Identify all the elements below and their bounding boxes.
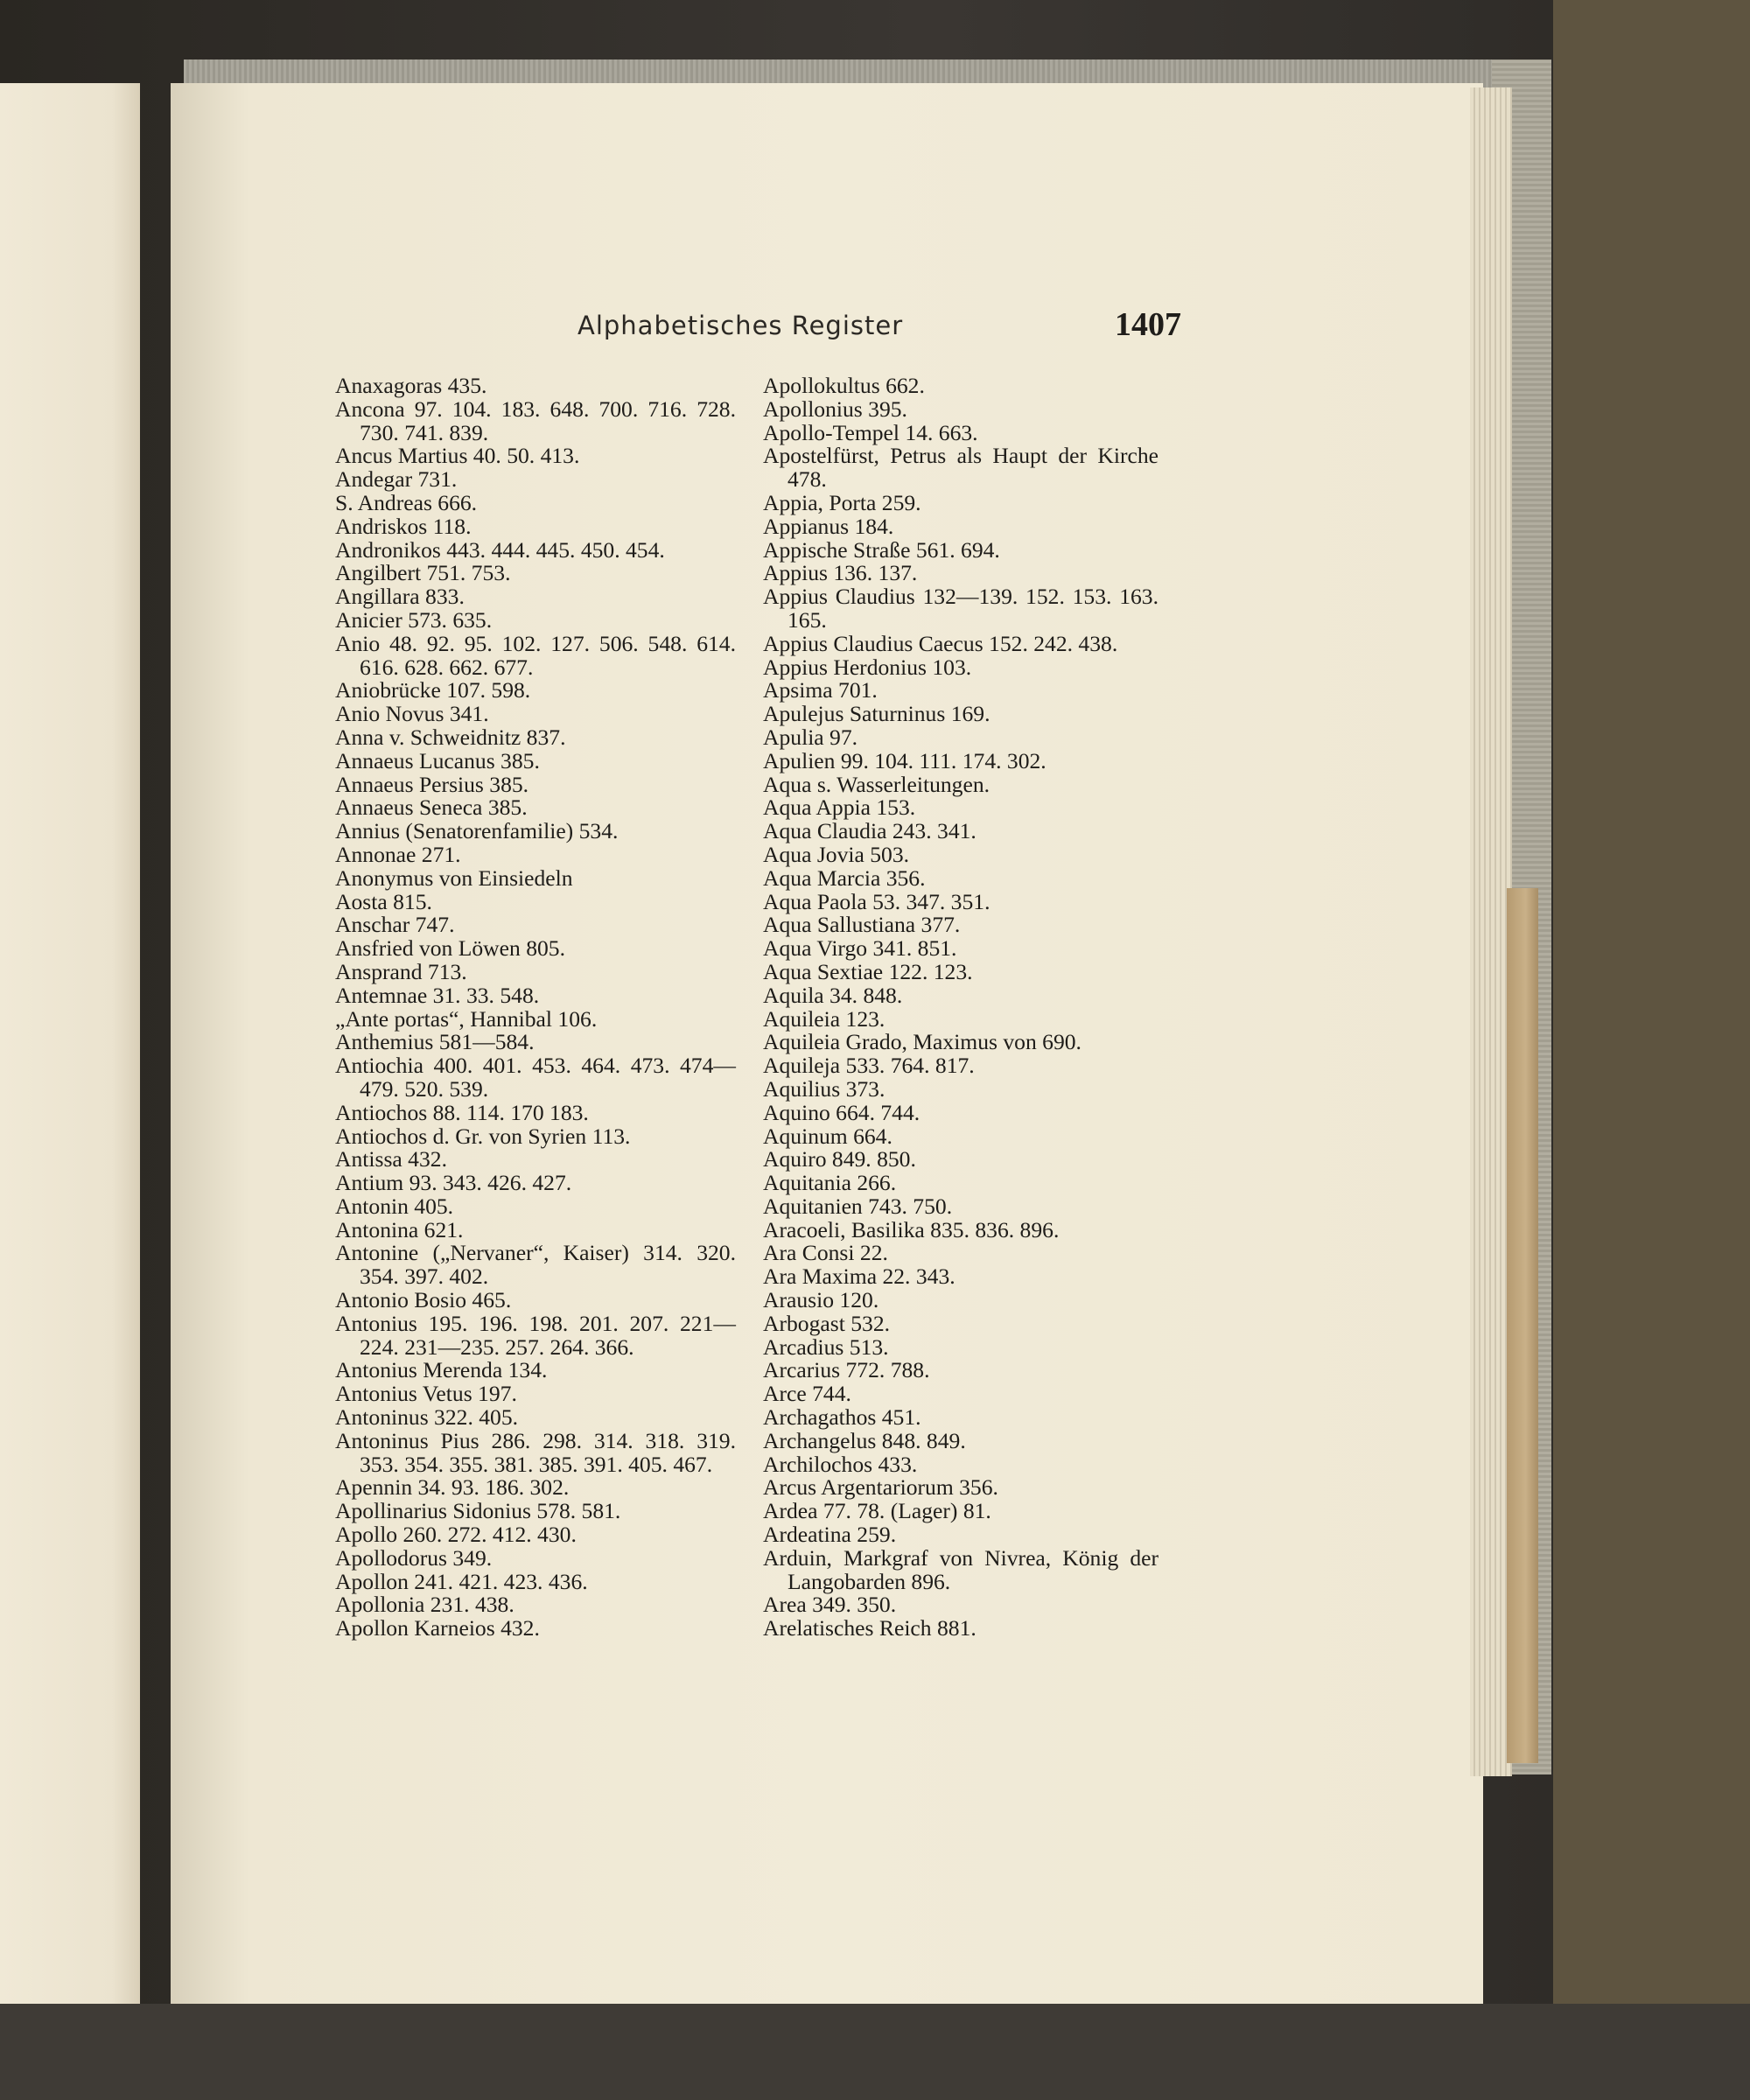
index-entry: Apollo-Tempel 14. 663. [763,419,978,445]
index-entry: Appius 136. 137. [763,560,918,586]
index-entry: Aquileja 533. 764. 817. [763,1053,975,1079]
index-entry: Arce 744. [763,1381,851,1407]
index-entry: Antonius 195. 196. 198. 201. 207. 221—224. 231—235. 257. 264. 366. [335,1310,736,1360]
index-entry: Aqua Marcia 356. [763,864,926,891]
index-entry: Arausio 120. [763,1287,879,1313]
index-entry: Annaeus Persius 385. [335,771,529,797]
index-entry: Apollodorus 349. [335,1544,493,1571]
index-column-right [763,374,1158,1641]
index-entry: Angilbert 751. 753. [335,560,511,586]
index-entry: Arcus Argentariorum 356. [763,1474,998,1501]
index-entry: Andriskos 118. [335,513,472,539]
index-entry: Aquileia Grado, Maximus von 690. [763,1029,1082,1055]
index-entry: Aquileia 123. [763,1005,886,1032]
index-entry: Apulejus Saturninus 169. [763,701,990,727]
index-entry: Appische Straße 561. 694. [763,536,1000,563]
index-entry: Apulien 99. 104. 111. 174. 302. [763,747,1046,774]
index-entry: Annaeus Lucanus 385. [335,747,540,774]
index-entry: Annaeus Seneca 385. [335,794,528,821]
index-entry: Anna v. Schweidnitz 837. [335,724,566,750]
index-entry: Apollon Karneios 432. [335,1615,540,1642]
page-header [578,306,1181,354]
index-entry: Ardeatina 259. [763,1522,897,1548]
book-cover-bottom [0,2004,1750,2100]
index-entry: Arcadius 513. [763,1334,889,1360]
index-entry: Antoninus Pius 286. 298. 314. 318. 319. 353. 354. 355. 381. 385. 391. 405. 467. [335,1427,736,1477]
index-entry: Arduin, Markgraf von Nivrea, König der Langobarden 896. [763,1544,1158,1594]
index-column-left [335,374,736,1641]
index-entry: Aqua Virgo 341. 851. [763,935,957,962]
index-entry: Antonin 405. [335,1193,454,1219]
index-entry: Ansfried von Löwen 805. [335,935,565,962]
index-entry: Appius Claudius 132—139. 152. 153. 163. 165. [763,584,1158,633]
index-entry: Apulia 97. [763,724,858,750]
index-entry: Antonina 621. [335,1216,464,1242]
index-entry: Ara Consi 22. [763,1240,888,1266]
index-entry: Appius Claudius Caecus 152. 242. 438. [763,630,1118,656]
index-entry: Antonine („Nervaner“, Kaiser) 314. 320. 354. 397. 402. [335,1240,736,1290]
index-entry: Anschar 747. [335,912,455,938]
index-entry: Antium 93. 343. 426. 427. [335,1170,572,1196]
index-entry: Anthemius 581—584. [335,1029,535,1055]
index-entry: Andegar 731. [335,466,458,493]
index-entry: Ancona 97. 104. 183. 648. 700. 716. 728. 730. 741. 839. [335,396,736,445]
index-entry: Aquilius 373. [763,1075,886,1102]
index-entry: Antiochos d. Gr. von Syrien 113. [335,1123,631,1149]
index-entry: Arbogast 532. [763,1310,891,1336]
index-entry: Angillara 833. [335,584,465,610]
index-entry: Aqua Claudia 243. 341. [763,818,976,844]
index-entry: Ara Maxima 22. 343. [763,1264,956,1290]
index-entry: Aquitanien 743. 750. [763,1193,953,1219]
index-entry: Antoninus 322. 405. [335,1404,519,1431]
index-entry: Aquino 664. 744. [763,1099,920,1125]
index-entry: Antiochos 88. 114. 170 183. [335,1099,589,1125]
running-title: Alphabetisches Register [578,311,904,340]
index-entry: Antonius Merenda 134. [335,1357,548,1383]
index-entry: Aqua Jovia 503. [763,841,910,867]
background-surface [1553,0,1750,2100]
index-entry: Apennin 34. 93. 186. 302. [335,1474,570,1501]
index-entry: Arcarius 772. 788. [763,1357,930,1383]
index-entry: Area 349. 350. [763,1592,897,1618]
index-entry: Aqua Appia 153. [763,794,916,821]
index-entry: Apollokultus 662. [763,373,925,398]
index-entry: Apollinarius Sidonius 578. 581. [335,1498,621,1524]
index-entry: Aniobrücke 107. 598. [335,677,531,704]
index-entry: Aosta 815. [335,888,432,914]
index-entry: Aquiro 849. 850. [763,1146,916,1172]
index-entry: Antonio Bosio 465. [335,1287,512,1313]
index-entry: Appius Herdonius 103. [763,654,972,680]
index-entry: Antiochia 400. 401. 453. 464. 473. 474—479. 520. 539. [335,1053,736,1102]
page-number: 1407 [1115,306,1181,343]
index-entry: Aqua s. Wasserleitungen. [763,771,990,797]
index-entry: Anio 48. 92. 95. 102. 127. 506. 548. 614. 616. 628. 662. 677. [335,630,736,680]
index-entry: Aquinum 664. [763,1123,892,1149]
index-entry: Arelatisches Reich 881. [763,1615,976,1642]
index-entry: Aracoeli, Basilika 835. 836. 896. [763,1216,1060,1242]
page-edges [1470,88,1512,1776]
index-entry: Aqua Sextiae 122. 123. [763,958,973,984]
index-entry: Aquitania 266. [763,1170,897,1196]
index-entry: S. Andreas 666. [335,489,478,515]
index-entry: Andronikos 443. 444. 445. 450. 454. [335,536,665,563]
left-page-edge [0,83,140,2004]
index-entry: Annius (Senatorenfamilie) 534. [335,818,619,844]
index-entry: Anicier 573. 635. [335,606,493,633]
index-entry: Anio Novus 341. [335,701,489,727]
index-entry: Antissa 432. [335,1146,447,1172]
index-entry: Antonius Vetus 197. [335,1381,517,1407]
index-entry: Apollonius 395. [763,396,907,422]
index-entry: Antemnae 31. 33. 548. [335,982,540,1008]
index-entry: Appia, Porta 259. [763,489,921,515]
index-entry: Annonae 271. [335,841,461,867]
index-entry: Aqua Sallustiana 377. [763,912,961,938]
bookmark-tab [1507,888,1538,1763]
index-entry: Appianus 184. [763,513,894,539]
index-entry: Apollo 260. 272. 412. 430. [335,1522,577,1548]
index-entry: Archilochos 433. [763,1451,918,1477]
index-entry: Archangelus 848. 849. [763,1427,966,1453]
index-entry: Anonymus von Einsiedeln [335,864,573,891]
index-entry: Anaxagoras 435. [335,373,487,398]
index-entry: Ancus Martius 40. 50. 413. [335,443,580,469]
index-entry: Apollon 241. 421. 423. 436. [335,1568,588,1594]
index-entry: Apsima 701. [763,677,878,704]
index-entry: Apostelfürst, Petrus als Haupt der Kirche 478. [763,443,1158,493]
index-entry: Apollonia 231. 438. [335,1592,514,1618]
index-entry: Ardea 77. 78. (Lager) 81. [763,1498,991,1524]
index-entry: Aqua Paola 53. 347. 351. [763,888,990,914]
index-entry: Archagathos 451. [763,1404,921,1431]
index-entry: Ansprand 713. [335,958,467,984]
index-entry: „Ante portas“, Hannibal 106. [335,1005,598,1032]
index-entry: Aquila 34. 848. [763,982,903,1008]
